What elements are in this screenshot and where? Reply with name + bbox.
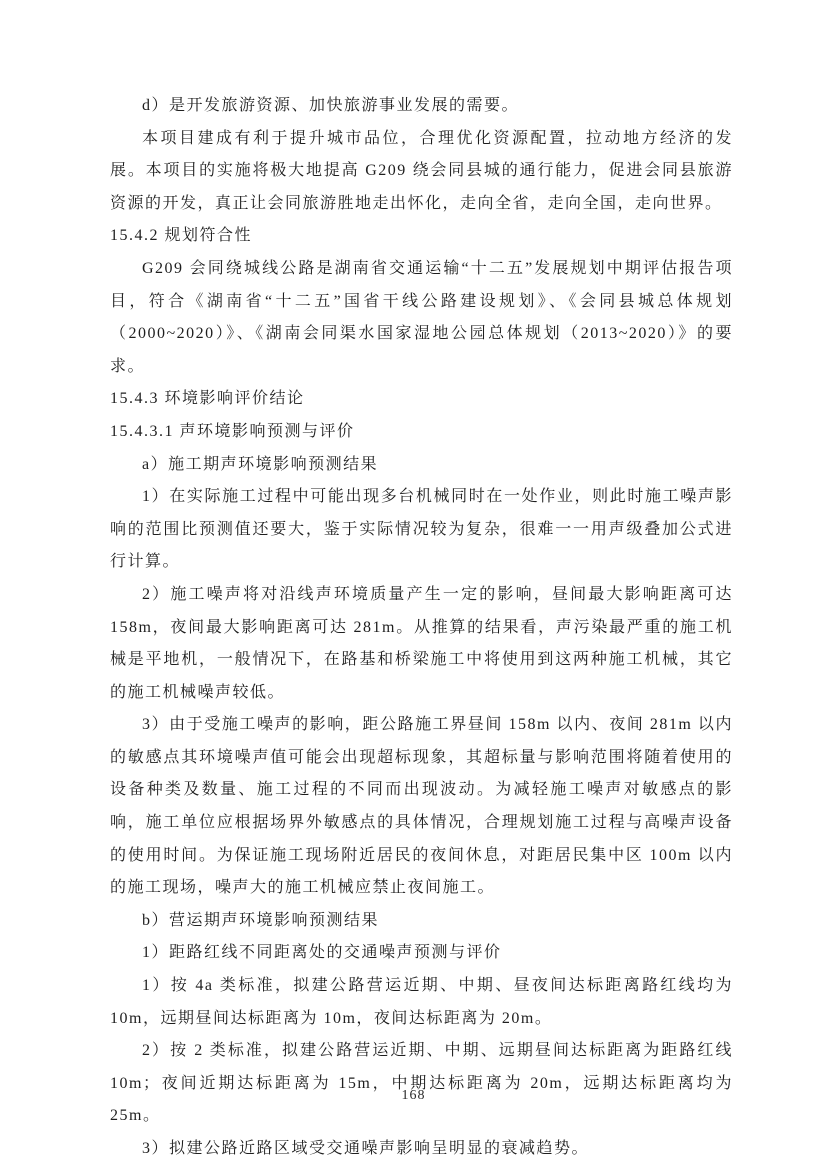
item-3-attenuation-trend: 3）拟建公路近路区域受交通噪声影响呈明显的衰减趋势。 (142, 1140, 590, 1157)
item-2-noise-distance: 2）施工噪声将对沿线声环境质量产生一定的影响，昼间最大影响距离可达 158m，夜间最大影响距离可达 281m。从推算的结果看，声污染最严重的施工机械是平地机，一般情况下，在路基和桥梁施工中将使用到这两种施工机械，其它的施工机械噪声较低。 (110, 585, 733, 701)
section-heading-15-4-3: 15.4.3 环境影响评价结论 (110, 390, 305, 408)
document-content (110, 90, 733, 1166)
section-heading-15-4-3-1: 15.4.3.1 声环境影响预测与评价 (110, 422, 355, 440)
item-b-operation-noise: b）营运期声环境影响预测结果 (142, 911, 380, 929)
item-1-class-4a-standard: 1）按 4a 类标准，拟建公路营运近期、中期、昼夜间达标距离路红线均为 10m，远期昼间达标距离为 10m，夜间达标距离为 20m。 (110, 977, 733, 1027)
paragraph-d-tourism: d）是开发旅游资源、加快旅游事业发展的需要。 (142, 97, 520, 114)
item-2-class-2-standard: 2）按 2 类标准，拟建公路营运近期、中期、远期昼间达标距离为距路红线 10m；夜间近期达标距离为 15m，中期达标距离为 20m，远期达标距离均为 25m。 (110, 1042, 733, 1125)
item-1-redline-prediction: 1）距路红线不同距离处的交通噪声预测与评价 (142, 944, 502, 962)
section-heading-15-4-2: 15.4.2 规划符合性 (110, 227, 253, 245)
page-number: 168 (401, 1088, 426, 1103)
item-3-noise-exceedance: 3）由于受施工噪声的影响，距公路施工界昼间 158m 以内、夜间 281m 以内的敏感点其环境噪声值可能会出现超标现象，其超标量与影响范围将随着使用的设备种类及数量、施工过程的不同而出现波动。为减轻施工噪声对敏感点的影响，施工单位应根据场界外敏感点的具体情况，合理规划施工过程与高噪声设备的使用时间。为保证施工现场附近居民的夜间休息，对距居民集中区 100m 以内的施工现场，噪声大的施工机械应禁止夜间施工。 (110, 716, 733, 897)
item-1-multiple-machines: 1）在实际施工过程中可能出现多台机械同时在一处作业，则此时施工噪声影响的范围比预测值还要大，鉴于实际情况较为复杂，很难一一用声级叠加公式进行计算。 (110, 488, 733, 571)
paragraph-planning-compliance: G209 会同绕城线公路是湖南省交通运输“十二五”发展规划中期评估报告项目，符合《湖南省“十二五”国省干线公路建设规划》、《会同县城总体规划（2000~2020）》、《湖南会同渠水国家湿地公园总体规划（2013~2020）》的要求。 (110, 259, 733, 375)
page-footer (0, 1088, 827, 1104)
paragraph-project-benefits: 本项目建成有利于提升城市品位，合理优化资源配置，拉动地方经济的发展。本项目的实施将极大地提高 G209 绕会同县城的通行能力，促进会同县旅游资源的开发，真正让会同旅游胜地走出怀化，走向全省，走向全国，走向世界。 (110, 129, 733, 212)
item-a-construction-noise: a）施工期声环境影响预测结果 (142, 455, 379, 473)
